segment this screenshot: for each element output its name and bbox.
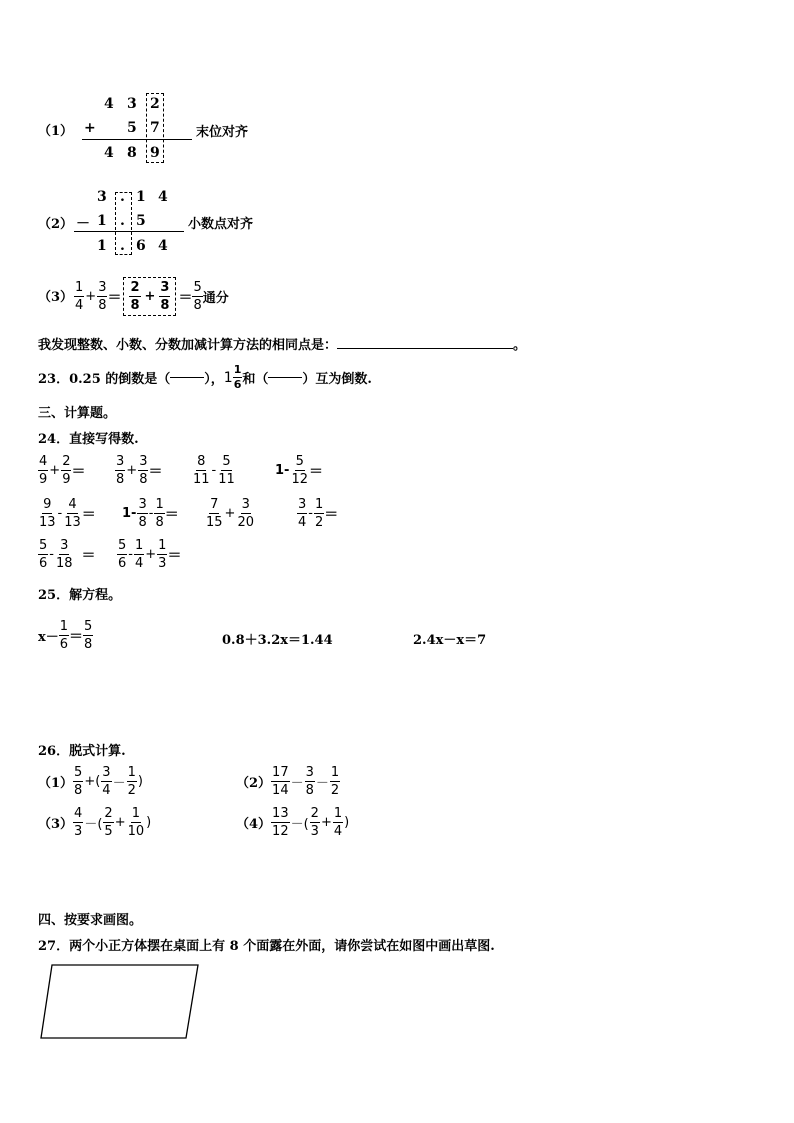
frac-den: 5 bbox=[104, 824, 113, 839]
label: （3） bbox=[38, 817, 74, 832]
fraction bbox=[61, 454, 71, 487]
fraction bbox=[59, 619, 69, 652]
frac-den: 8 bbox=[130, 298, 140, 313]
frac-num: 3 bbox=[305, 765, 314, 780]
p3-fraction bbox=[97, 280, 107, 313]
fraction bbox=[297, 497, 307, 530]
close-paren: ) bbox=[344, 815, 350, 830]
p2-row2-int: 1 bbox=[97, 213, 107, 229]
p2-row1-d2: 4 bbox=[158, 189, 168, 205]
q26-part-4 bbox=[236, 806, 350, 839]
frac-den: 4 bbox=[102, 783, 111, 798]
q26-part-3 bbox=[38, 806, 152, 839]
frac-den: 6 bbox=[118, 556, 127, 571]
label: （4） bbox=[236, 817, 272, 832]
frac-num: 1 bbox=[59, 619, 69, 634]
q24-item-6 bbox=[121, 497, 179, 530]
frac-num: 3 bbox=[160, 280, 170, 295]
equals: ＝ bbox=[167, 547, 182, 564]
p1-result-d3: 9 bbox=[150, 145, 160, 161]
p3-box-fraction bbox=[159, 280, 170, 313]
frac-den: 8 bbox=[193, 298, 202, 313]
frac-num: 3 bbox=[298, 497, 307, 512]
frac-num: 4 bbox=[68, 497, 77, 512]
fraction bbox=[192, 454, 211, 487]
frac-den: 4 bbox=[134, 556, 144, 571]
operator: － bbox=[112, 776, 126, 791]
q23 bbox=[38, 364, 372, 391]
p1-dashed-column-box bbox=[146, 93, 164, 163]
frac-den: 2 bbox=[127, 783, 136, 798]
frac-den: 12 bbox=[291, 472, 308, 487]
frac-num: 1 bbox=[155, 497, 164, 512]
p3-result-fraction bbox=[192, 280, 202, 313]
operator: + bbox=[49, 463, 61, 478]
fraction bbox=[83, 619, 93, 652]
q25-title: 25．解方程。 bbox=[38, 588, 122, 603]
q25-equation-3: 2.4x－x＝7 bbox=[413, 633, 487, 648]
frac-num: 2 bbox=[310, 806, 319, 821]
frac-num: 3 bbox=[241, 497, 250, 512]
fraction bbox=[138, 454, 148, 487]
frac-num: 5 bbox=[39, 538, 48, 553]
operator: - bbox=[308, 506, 313, 521]
lead: x－ bbox=[38, 630, 59, 645]
fraction bbox=[137, 497, 147, 530]
q26-part-1 bbox=[38, 765, 144, 798]
fraction bbox=[38, 538, 48, 571]
frac-den: 3 bbox=[158, 556, 167, 571]
conclusion-end: 。 bbox=[513, 338, 527, 353]
fraction bbox=[73, 806, 83, 839]
frac-den: 4 bbox=[333, 824, 343, 839]
lead: 1- bbox=[275, 463, 290, 478]
fraction bbox=[154, 497, 164, 530]
frac-den: 8 bbox=[98, 298, 107, 313]
operator: + bbox=[114, 815, 126, 830]
fraction bbox=[290, 454, 309, 487]
conclusion-text: 我发现整数、小数、分数加减计算方法的相同点是： bbox=[38, 338, 338, 353]
p3-equals: ＝ bbox=[107, 289, 122, 306]
answer-blank[interactable] bbox=[337, 348, 513, 349]
frac-num: 2 bbox=[130, 280, 140, 295]
q24-item-10 bbox=[117, 538, 181, 571]
p3-box-plus: + bbox=[144, 289, 156, 304]
frac-den: 8 bbox=[138, 515, 147, 530]
p3-dashed-box bbox=[123, 277, 176, 316]
lead: 1- bbox=[122, 506, 137, 521]
frac-num: 1 bbox=[134, 538, 144, 553]
q23-text4: ）互为倒数. bbox=[302, 372, 372, 387]
frac-num: 3 bbox=[60, 538, 69, 553]
p1-row1-d3: 2 bbox=[150, 96, 160, 112]
frac-num: 3 bbox=[138, 497, 147, 512]
q26-title: 26．脱式计算. bbox=[38, 744, 126, 759]
q23-mixed-whole: 1 bbox=[223, 369, 233, 386]
frac-num: 1 bbox=[75, 280, 84, 295]
q24-item-4 bbox=[274, 454, 323, 487]
frac-den: 3 bbox=[74, 824, 83, 839]
equals: ＝ bbox=[81, 506, 96, 523]
operator: － bbox=[315, 776, 329, 791]
equals: ＝ bbox=[324, 506, 339, 523]
fraction bbox=[157, 538, 167, 571]
fraction bbox=[55, 538, 74, 571]
operator: + bbox=[320, 815, 332, 830]
p3-expression bbox=[74, 277, 229, 316]
frac-den: 8 bbox=[155, 515, 164, 530]
operator: －( bbox=[290, 817, 309, 832]
fraction bbox=[73, 765, 83, 798]
operator: + bbox=[224, 506, 236, 521]
p2-row2-d1: 5 bbox=[136, 213, 146, 229]
frac-num: 1 bbox=[127, 765, 136, 780]
frac-num: 2 bbox=[62, 454, 71, 469]
q24-item-7 bbox=[205, 497, 255, 530]
p1-row1-d1: 4 bbox=[104, 96, 114, 112]
frac-num: 5 bbox=[222, 454, 231, 469]
fraction bbox=[115, 454, 125, 487]
frac-den: 14 bbox=[272, 783, 289, 798]
close-paren: ) bbox=[137, 774, 143, 789]
equals: ＝ bbox=[71, 463, 86, 480]
p1-plus-sign: + bbox=[84, 120, 96, 136]
frac-den: 8 bbox=[139, 472, 148, 487]
frac-den: 20 bbox=[237, 515, 254, 530]
frac-num: 9 bbox=[43, 497, 52, 512]
frac-den: 12 bbox=[272, 824, 289, 839]
frac-num: 17 bbox=[272, 765, 289, 780]
p2-dashed-point-box bbox=[115, 192, 132, 255]
q23-blank-2[interactable] bbox=[268, 377, 302, 378]
fraction bbox=[314, 497, 324, 530]
frac-den: 8 bbox=[84, 637, 93, 652]
fraction bbox=[117, 538, 127, 571]
fraction bbox=[305, 765, 315, 798]
fraction bbox=[333, 806, 343, 839]
label: （1） bbox=[38, 776, 74, 791]
p3-equals-2: ＝ bbox=[178, 289, 193, 306]
frac-den: 13 bbox=[39, 515, 56, 530]
frac-num: 2 bbox=[104, 806, 113, 821]
parallelogram-drawing-area[interactable] bbox=[38, 962, 202, 1042]
operator: - bbox=[148, 506, 154, 521]
q25-equation-2: 0.8＋3.2x＝1.44 bbox=[222, 633, 333, 648]
frac-num: 3 bbox=[98, 280, 107, 295]
frac-num: 5 bbox=[295, 454, 304, 469]
frac-den: 9 bbox=[62, 472, 71, 487]
operator: －( bbox=[84, 817, 103, 832]
p2-result-int: 1 bbox=[97, 238, 107, 254]
frac-num: 4 bbox=[74, 806, 83, 821]
p2-minus-sign: － bbox=[76, 216, 90, 232]
operator: - bbox=[57, 506, 63, 521]
frac-num: 1 bbox=[330, 765, 340, 780]
label: （2） bbox=[236, 776, 272, 791]
section-4-heading: 四、按要求画图。 bbox=[38, 913, 143, 928]
frac-num: 5 bbox=[193, 280, 202, 295]
fraction bbox=[63, 497, 82, 530]
frac-num: 1 bbox=[333, 806, 343, 821]
frac-den: 9 bbox=[39, 472, 48, 487]
p1-sum-line bbox=[82, 139, 192, 140]
p1-row2-d1: 5 bbox=[127, 120, 137, 136]
equals: ＝ bbox=[164, 506, 179, 523]
p3-plus: + bbox=[85, 289, 97, 304]
frac-den: 10 bbox=[127, 824, 145, 839]
p1-row2-d2: 7 bbox=[150, 120, 160, 136]
frac-num: 3 bbox=[139, 454, 148, 469]
fraction bbox=[271, 806, 290, 839]
q22-conclusion bbox=[38, 334, 526, 353]
frac-den: 6 bbox=[233, 378, 242, 391]
q24-title: 24．直接写得数. bbox=[38, 432, 139, 447]
frac-den: 8 bbox=[116, 472, 125, 487]
p3-box-fraction bbox=[129, 280, 140, 313]
fraction bbox=[101, 765, 111, 798]
frac-den: 11 bbox=[193, 472, 210, 487]
q23-blank-1[interactable] bbox=[170, 377, 204, 378]
p2-row1-d1: 1 bbox=[136, 189, 146, 205]
q26-part-2 bbox=[236, 765, 340, 798]
p2-result-point: . bbox=[120, 238, 125, 254]
frac-den: 8 bbox=[74, 783, 83, 798]
equals: ＝ bbox=[69, 628, 84, 645]
frac-den: 2 bbox=[330, 783, 340, 798]
q23-text2: ）， bbox=[204, 372, 224, 387]
fraction bbox=[310, 806, 320, 839]
frac-num: 5 bbox=[74, 765, 83, 780]
p1-result-d1: 4 bbox=[104, 145, 114, 161]
operator: - bbox=[128, 547, 133, 562]
frac-num: 4 bbox=[39, 454, 48, 469]
equals: ＝ bbox=[309, 463, 323, 480]
frac-den: 6 bbox=[59, 637, 69, 652]
q24-item-5 bbox=[38, 497, 96, 530]
q23-mixed-fraction bbox=[233, 364, 243, 391]
frac-num: 7 bbox=[210, 497, 219, 512]
fraction bbox=[134, 538, 144, 571]
p1-note: 末位对齐 bbox=[196, 125, 249, 140]
p2-row2-point: . bbox=[120, 213, 125, 229]
fraction bbox=[271, 765, 290, 798]
q24-item-3 bbox=[192, 454, 236, 487]
p3-fraction bbox=[74, 280, 84, 313]
q24-item-2 bbox=[115, 454, 162, 487]
frac-den: 15 bbox=[206, 515, 223, 530]
frac-num: 5 bbox=[84, 619, 93, 634]
p2-result-d2: 4 bbox=[158, 238, 168, 254]
p1-result-d2: 8 bbox=[127, 145, 137, 161]
operator: + bbox=[126, 463, 138, 478]
fraction bbox=[38, 497, 57, 530]
section-3-heading: 三、计算题。 bbox=[38, 406, 117, 421]
q23-text1: 23．0.25 的倒数是（ bbox=[38, 372, 171, 387]
frac-num: 5 bbox=[118, 538, 127, 553]
q22-p1-label: （1） bbox=[38, 124, 74, 139]
q24-item-9 bbox=[38, 538, 96, 571]
frac-den: 18 bbox=[55, 556, 73, 571]
q22-p3-label: （3） bbox=[38, 290, 74, 305]
frac-den: 8 bbox=[160, 298, 170, 313]
q22-p2-label: （2） bbox=[38, 217, 74, 232]
p2-row1-point: . bbox=[120, 189, 125, 205]
operator: － bbox=[290, 776, 304, 791]
frac-den: 4 bbox=[298, 515, 307, 530]
parallelogram-shape bbox=[41, 965, 198, 1038]
q24-item-1 bbox=[38, 454, 85, 487]
frac-num: 1 bbox=[314, 497, 324, 512]
frac-den: 8 bbox=[305, 783, 314, 798]
fraction bbox=[330, 765, 340, 798]
p2-row1-int: 3 bbox=[97, 189, 107, 205]
frac-den: 4 bbox=[75, 298, 84, 313]
frac-num: 3 bbox=[102, 765, 111, 780]
frac-num: 1 bbox=[233, 363, 242, 376]
p2-note: 小数点对齐 bbox=[188, 217, 254, 232]
operator: - bbox=[49, 547, 54, 562]
frac-den: 13 bbox=[64, 515, 81, 530]
operator: +( bbox=[84, 774, 101, 789]
equals: ＝ bbox=[148, 463, 163, 480]
frac-num: 3 bbox=[116, 454, 125, 469]
fraction bbox=[217, 454, 236, 487]
fraction bbox=[127, 765, 137, 798]
frac-den: 6 bbox=[39, 556, 48, 571]
frac-num: 13 bbox=[272, 806, 289, 821]
frac-den: 11 bbox=[218, 472, 235, 487]
p3-note: 通分 bbox=[202, 291, 229, 306]
fraction bbox=[236, 497, 255, 530]
fraction bbox=[38, 454, 48, 487]
operator: + bbox=[145, 547, 157, 562]
close-paren: ) bbox=[146, 815, 152, 830]
q25-equation-1 bbox=[38, 619, 93, 652]
p1-row1-d2: 3 bbox=[127, 96, 137, 112]
frac-num: 1 bbox=[131, 806, 140, 821]
fraction bbox=[205, 497, 224, 530]
q24-item-8 bbox=[297, 497, 338, 530]
frac-den: 3 bbox=[310, 824, 319, 839]
fraction bbox=[103, 806, 113, 839]
frac-num: 8 bbox=[197, 454, 206, 469]
q23-text3: 和（ bbox=[242, 372, 269, 387]
equals: ＝ bbox=[81, 547, 96, 564]
frac-den: 2 bbox=[314, 515, 324, 530]
frac-num: 1 bbox=[158, 538, 167, 553]
fraction bbox=[127, 806, 146, 839]
p2-result-d1: 6 bbox=[136, 238, 146, 254]
operator: - bbox=[211, 463, 217, 478]
q27-title: 27．两个小正方体摆在桌面上有 8 个面露在外面，请你尝试在如图中画出草图. bbox=[38, 939, 495, 954]
